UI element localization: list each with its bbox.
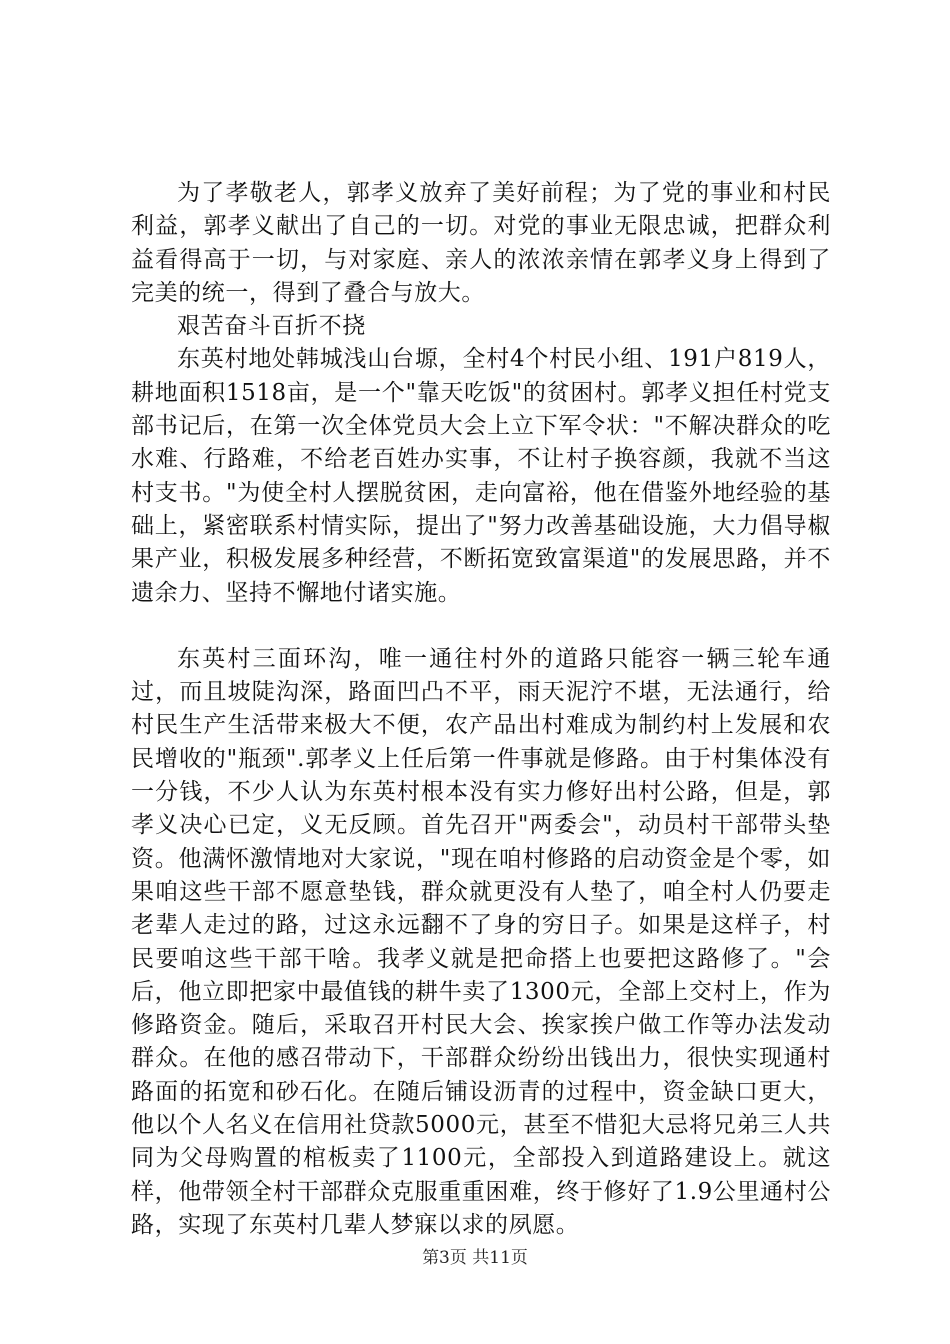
paragraph-filial-piety: 为了孝敬老人，郭孝义放弃了美好前程；为了党的事业和村民利益，郭孝义献出了自己的一切。对党的事业无限忠诚，把群众利益看得高于一切，与对家庭、亲人的浓浓亲情在郭孝义身上得到了完美的统一，得到了叠合与放大。	[131, 180, 831, 306]
section-heading: 艰苦奋斗百折不挠	[177, 313, 366, 340]
paragraph-village-overview: 东英村地处韩城浅山台塬，全村4个村民小组、191户819人，耕地面积1518亩，是一个"靠天吃饭"的贫困村。郭孝义担任村党支部书记后，在第一次全体党员大会上立下军令状："不解决群众的吃水难、行路难，不给老百姓办实事，不让村子换容颜，我就不当这村支书。"为使全村人摆脱贫困，走向富裕，他在借鉴外地经验的基础上，紧密联系村情实际，提出了"努力改善基础设施，大力倡导椒果产业，积极发展多种经营，不断拓宽致富渠道"的发展思路，并不遗余力、坚持不懈地付诸实施。	[131, 346, 831, 606]
document-body	[131, 177, 831, 1242]
paragraph-spacer	[131, 610, 831, 643]
paragraph-road-building: 东英村三面环沟，唯一通往村外的道路只能容一辆三轮车通过，而且坡陡沟深，路面凹凸不平，雨天泥泞不堪，无法通行，给村民生产生活带来极大不便，农产品出村难成为制约村上发展和农民增收的"瓶颈".郭孝义上任后第一件事就是修路。由于村集体没有一分钱，不少人认为东英村根本没有实力修好出村公路，但是，郭孝义决心已定，义无反顾。首先召开"两委会"，动员村干部带头垫资。他满怀激情地对大家说，"现在咱村修路的启动资金是个零，如果咱这些干部不愿意垫钱，群众就更没有人垫了，咱全村人仍要走老辈人走过的路，过这永远翻不了身的穷日子。如果是这样子，村民要咱这些干部干啥。我孝义就是把命搭上也要把这路修了。"会后，他立即把家中最值钱的耕牛卖了1300元，全部上交村上，作为修路资金。随后，采取召开村民大会、挨家挨户做工作等办法发动群众。在他的感召带动下，干部群众纷纷出钱出力，很快实现通村路面的拓宽和砂石化。在随后铺设沥青的过程中，资金缺口更大，他以个人名义在信用社贷款5000元，甚至不惜犯大忌将兄弟三人共同为父母购置的棺板卖了1100元，全部投入到道路建设上。就这样，他带领全村干部群众克服重重困难，终于修好了1.9公里通村公路，实现了东英村几辈人梦寐以求的夙愿。	[131, 645, 831, 1238]
page-number-footer: 第3页 共11页	[422, 1248, 528, 1268]
